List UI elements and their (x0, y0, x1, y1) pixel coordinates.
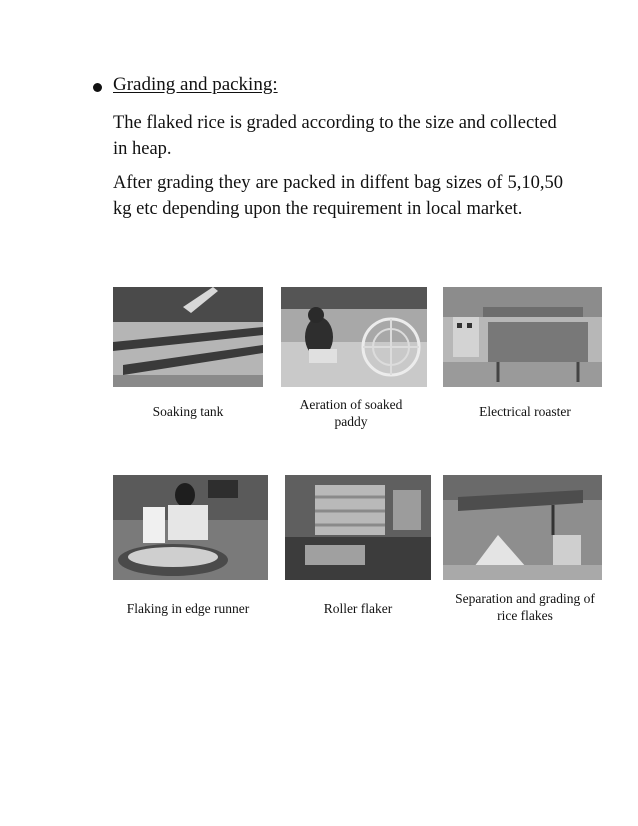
caption: Roller flaker (323, 601, 393, 616)
paragraph: After grading they are packed in diffent bag sizes of 5,10,50 kg etc depending upon the requirement in local market. (113, 173, 563, 219)
paragraph: The flaked rice is graded according to the size and collected in heap. (113, 113, 557, 159)
photo-roaster (443, 287, 602, 387)
caption: Soaking tank (152, 404, 224, 419)
bullet-icon (93, 83, 102, 92)
caption: Flaking in edge runner (126, 601, 250, 616)
photo-roller-flaker (285, 475, 431, 580)
caption: Aeration of soaked paddy (299, 397, 403, 429)
caption: Separation and grading of rice flakes (455, 591, 595, 623)
photo-aeration (281, 287, 427, 387)
section-heading: Grading and packing: (113, 74, 278, 95)
photo-separation (443, 475, 602, 580)
photo-soaking-tank (113, 287, 263, 387)
caption: Electrical roaster (479, 404, 571, 419)
photo-edge-runner (113, 475, 268, 580)
